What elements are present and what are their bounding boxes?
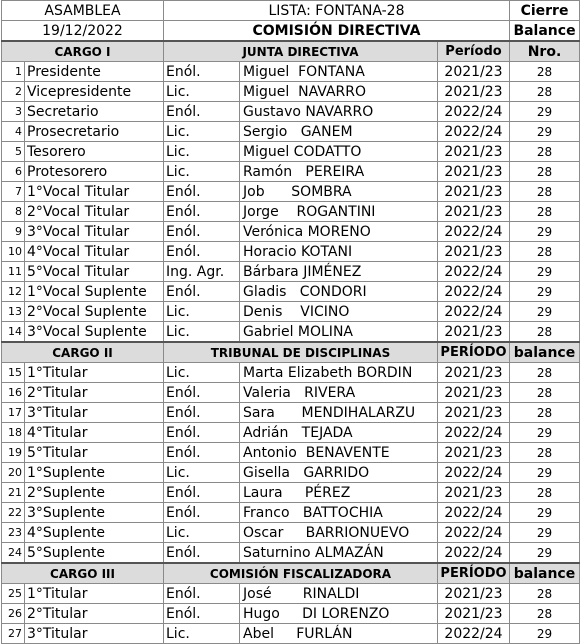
row-nombre: Gabriel MOLINA <box>240 322 438 343</box>
row-cargo: 1°Titular <box>25 584 164 604</box>
table-row <box>2 102 580 122</box>
table-row <box>2 142 580 162</box>
row-number: 20 <box>2 463 25 483</box>
section-title: JUNTA DIRECTIVA <box>164 41 438 62</box>
row-number: 5 <box>2 142 25 162</box>
table-row <box>2 543 580 564</box>
row-number: 7 <box>2 182 25 202</box>
section-header <box>2 563 580 584</box>
row-cargo: 1°Vocal Suplente <box>25 282 164 302</box>
row-cargo: 1°Vocal Titular <box>25 182 164 202</box>
row-titulo: Enól. <box>164 222 240 242</box>
row-balance-nro: 28 <box>510 584 580 604</box>
row-number: 19 <box>2 443 25 463</box>
row-titulo: Lic. <box>164 142 240 162</box>
row-balance-nro: 28 <box>510 202 580 222</box>
row-nombre: Hugo DI LORENZO <box>240 604 438 624</box>
row-balance-nro: 28 <box>510 383 580 403</box>
table-row <box>2 182 580 202</box>
row-periodo: 2021/23 <box>438 82 510 102</box>
row-number: 15 <box>2 363 25 383</box>
row-periodo: 2021/23 <box>438 182 510 202</box>
row-balance-nro: 29 <box>510 523 580 543</box>
row-balance-nro: 29 <box>510 262 580 282</box>
row-number: 26 <box>2 604 25 624</box>
row-nombre: Miguel FONTANA <box>240 62 438 82</box>
row-number: 4 <box>2 122 25 142</box>
row-periodo: 2022/24 <box>438 262 510 282</box>
row-number: 10 <box>2 242 25 262</box>
row-number: 17 <box>2 403 25 423</box>
row-cargo: 3°Suplente <box>25 503 164 523</box>
row-periodo: 2022/24 <box>438 302 510 322</box>
row-number: 2 <box>2 82 25 102</box>
section-header <box>2 342 580 363</box>
row-cargo: 2°Vocal Titular <box>25 202 164 222</box>
table-row <box>2 503 580 523</box>
row-periodo: 2022/24 <box>438 523 510 543</box>
row-number: 1 <box>2 62 25 82</box>
row-balance-nro: 28 <box>510 363 580 383</box>
row-cargo: 5°Titular <box>25 443 164 463</box>
row-cargo: Vicepresidente <box>25 82 164 102</box>
row-titulo: Lic. <box>164 363 240 383</box>
row-number: 23 <box>2 523 25 543</box>
row-number: 24 <box>2 543 25 564</box>
row-titulo: Lic. <box>164 162 240 182</box>
row-balance-nro: 29 <box>510 122 580 142</box>
row-periodo: 2022/24 <box>438 463 510 483</box>
table-row <box>2 523 580 543</box>
row-nombre: Gisella GARRIDO <box>240 463 438 483</box>
row-periodo: 2022/24 <box>438 102 510 122</box>
row-nombre: Miguel NAVARRO <box>240 82 438 102</box>
table-row <box>2 122 580 142</box>
row-nombre: Verónica MORENO <box>240 222 438 242</box>
table-row <box>2 383 580 403</box>
row-periodo: 2021/23 <box>438 322 510 343</box>
row-cargo: 4°Titular <box>25 423 164 443</box>
row-number: 12 <box>2 282 25 302</box>
table-row <box>2 463 580 483</box>
row-periodo: 2021/23 <box>438 443 510 463</box>
row-titulo: Enól. <box>164 62 240 82</box>
row-balance-nro: 29 <box>510 463 580 483</box>
row-cargo: Protesorero <box>25 162 164 182</box>
row-cargo: 4°Suplente <box>25 523 164 543</box>
row-titulo: Enól. <box>164 503 240 523</box>
row-titulo: Lic. <box>164 463 240 483</box>
row-balance-nro: 28 <box>510 322 580 343</box>
cierre-label: Cierre <box>510 1 580 21</box>
row-titulo: Lic. <box>164 302 240 322</box>
row-cargo: 2°Suplente <box>25 483 164 503</box>
row-periodo: 2021/23 <box>438 62 510 82</box>
row-cargo: 3°Titular <box>25 403 164 423</box>
row-titulo: Ing. Agr. <box>164 262 240 282</box>
row-titulo: Enól. <box>164 483 240 503</box>
row-periodo: 2021/23 <box>438 242 510 262</box>
row-nombre: Laura PÉREZ <box>240 483 438 503</box>
row-nombre: Horacio KOTANI <box>240 242 438 262</box>
row-cargo: 4°Vocal Titular <box>25 242 164 262</box>
row-periodo: 2021/23 <box>438 403 510 423</box>
row-cargo: 2°Titular <box>25 604 164 624</box>
row-number: 11 <box>2 262 25 282</box>
row-number: 14 <box>2 322 25 343</box>
row-nombre: Sergio GANEM <box>240 122 438 142</box>
row-balance-nro: 29 <box>510 222 580 242</box>
row-periodo: 2021/23 <box>438 483 510 503</box>
row-balance-nro: 28 <box>510 82 580 102</box>
row-nombre: Abel FURLÁN <box>240 624 438 644</box>
row-titulo: Lic. <box>164 122 240 142</box>
row-nombre: Ramón PEREIRA <box>240 162 438 182</box>
table-row <box>2 403 580 423</box>
row-cargo: 2°Vocal Suplente <box>25 302 164 322</box>
table-row <box>2 262 580 282</box>
row-periodo: 2021/23 <box>438 604 510 624</box>
section-periodo-label: PERÍODO <box>438 342 510 363</box>
table-row <box>2 443 580 463</box>
table-row <box>2 584 580 604</box>
table-row <box>2 363 580 383</box>
table-row <box>2 82 580 102</box>
row-cargo: 1°Titular <box>25 363 164 383</box>
roster-table <box>1 0 580 644</box>
table-row <box>2 62 580 82</box>
row-cargo: Secretario <box>25 102 164 122</box>
row-nombre: Oscar BARRIONUEVO <box>240 523 438 543</box>
table-row <box>2 282 580 302</box>
row-balance-nro: 28 <box>510 242 580 262</box>
row-nombre: Franco BATTOCHIA <box>240 503 438 523</box>
section-cargo-label: CARGO II <box>2 342 164 363</box>
row-periodo: 2022/24 <box>438 423 510 443</box>
section-header <box>2 41 580 62</box>
row-balance-nro: 28 <box>510 443 580 463</box>
row-nombre: Bárbara JIMÉNEZ <box>240 262 438 282</box>
row-cargo: Presidente <box>25 62 164 82</box>
row-balance-nro: 29 <box>510 282 580 302</box>
row-titulo: Enól. <box>164 543 240 564</box>
table-row <box>2 322 580 343</box>
row-balance-nro: 28 <box>510 182 580 202</box>
row-number: 8 <box>2 202 25 222</box>
row-titulo: Lic. <box>164 624 240 644</box>
row-cargo: 5°Vocal Titular <box>25 262 164 282</box>
row-periodo: 2021/23 <box>438 383 510 403</box>
row-titulo: Enól. <box>164 604 240 624</box>
row-number: 27 <box>2 624 25 644</box>
row-periodo: 2022/24 <box>438 503 510 523</box>
row-periodo: 2022/24 <box>438 222 510 242</box>
row-titulo: Enól. <box>164 282 240 302</box>
row-number: 9 <box>2 222 25 242</box>
table-row <box>2 242 580 262</box>
section-periodo-label: Período <box>438 41 510 62</box>
table-row <box>2 423 580 443</box>
row-number: 16 <box>2 383 25 403</box>
row-nombre: Marta Elizabeth BORDIN <box>240 363 438 383</box>
row-titulo: Enól. <box>164 242 240 262</box>
row-titulo: Enól. <box>164 403 240 423</box>
comision-title: COMISIÓN DIRECTIVA <box>164 21 510 42</box>
row-periodo: 2021/23 <box>438 162 510 182</box>
table-row <box>2 302 580 322</box>
row-balance-nro: 29 <box>510 624 580 644</box>
row-balance-nro: 29 <box>510 302 580 322</box>
row-cargo: 2°Titular <box>25 383 164 403</box>
row-balance-nro: 29 <box>510 102 580 122</box>
row-titulo: Enól. <box>164 584 240 604</box>
row-nombre: Denis VICINO <box>240 302 438 322</box>
table-row <box>2 162 580 182</box>
lista-label: LISTA: FONTANA-28 <box>164 1 510 21</box>
row-number: 21 <box>2 483 25 503</box>
row-nombre: Adrián TEJADA <box>240 423 438 443</box>
row-titulo: Enól. <box>164 443 240 463</box>
row-cargo: Tesorero <box>25 142 164 162</box>
section-balance-label: balance <box>510 563 580 584</box>
row-number: 22 <box>2 503 25 523</box>
row-balance-nro: 28 <box>510 62 580 82</box>
row-number: 13 <box>2 302 25 322</box>
row-cargo: 3°Titular <box>25 624 164 644</box>
row-nombre: José RINALDI <box>240 584 438 604</box>
header-row-1 <box>2 1 580 21</box>
row-periodo: 2022/24 <box>438 282 510 302</box>
section-cargo-label: CARGO I <box>2 41 164 62</box>
row-periodo: 2021/23 <box>438 142 510 162</box>
table-row <box>2 202 580 222</box>
section-title: TRIBUNAL DE DISCIPLINAS <box>164 342 438 363</box>
row-titulo: Enól. <box>164 102 240 122</box>
row-cargo: 3°Vocal Suplente <box>25 322 164 343</box>
asamblea-label: ASAMBLEA <box>2 1 164 21</box>
row-titulo: Enól. <box>164 383 240 403</box>
row-number: 6 <box>2 162 25 182</box>
row-periodo: 2021/23 <box>438 202 510 222</box>
table-row <box>2 222 580 242</box>
row-nombre: Gustavo NAVARRO <box>240 102 438 122</box>
assembly-date: 19/12/2022 <box>2 21 164 42</box>
row-nombre: Gladis CONDORI <box>240 282 438 302</box>
section-balance-label: balance <box>510 342 580 363</box>
section-cargo-label: CARGO III <box>2 563 164 584</box>
row-periodo: 2021/23 <box>438 584 510 604</box>
row-periodo: 2022/24 <box>438 122 510 142</box>
row-cargo: 5°Suplente <box>25 543 164 564</box>
row-nombre: Saturnino ALMAZÁN <box>240 543 438 564</box>
row-cargo: 1°Suplente <box>25 463 164 483</box>
row-balance-nro: 28 <box>510 483 580 503</box>
row-balance-nro: 28 <box>510 403 580 423</box>
row-cargo: 3°Vocal Titular <box>25 222 164 242</box>
row-number: 3 <box>2 102 25 122</box>
row-balance-nro: 29 <box>510 503 580 523</box>
row-nombre: Job SOMBRA <box>240 182 438 202</box>
row-balance-nro: 29 <box>510 423 580 443</box>
row-periodo: 2022/24 <box>438 624 510 644</box>
row-titulo: Lic. <box>164 322 240 343</box>
row-balance-nro: 28 <box>510 604 580 624</box>
row-titulo: Lic. <box>164 523 240 543</box>
section-balance-label: Nro. <box>510 41 580 62</box>
row-periodo: 2021/23 <box>438 363 510 383</box>
row-nombre: Jorge ROGANTINI <box>240 202 438 222</box>
row-nombre: Sara MENDIHALARZU <box>240 403 438 423</box>
row-titulo: Lic. <box>164 82 240 102</box>
row-number: 18 <box>2 423 25 443</box>
row-balance-nro: 29 <box>510 543 580 564</box>
row-nombre: Miguel CODATTO <box>240 142 438 162</box>
row-number: 25 <box>2 584 25 604</box>
balance-label: Balance <box>510 21 580 42</box>
section-title: COMISIÓN FISCALIZADORA <box>164 563 438 584</box>
row-titulo: Enól. <box>164 423 240 443</box>
row-nombre: Valeria RIVERA <box>240 383 438 403</box>
row-periodo: 2022/24 <box>438 543 510 564</box>
row-balance-nro: 28 <box>510 162 580 182</box>
row-titulo: Enól. <box>164 182 240 202</box>
table-row <box>2 483 580 503</box>
row-cargo: Prosecretario <box>25 122 164 142</box>
row-nombre: Antonio BENAVENTE <box>240 443 438 463</box>
header-row-2 <box>2 21 580 42</box>
row-titulo: Enól. <box>164 202 240 222</box>
table-row <box>2 604 580 624</box>
row-balance-nro: 28 <box>510 142 580 162</box>
section-periodo-label: PERÍODO <box>438 563 510 584</box>
